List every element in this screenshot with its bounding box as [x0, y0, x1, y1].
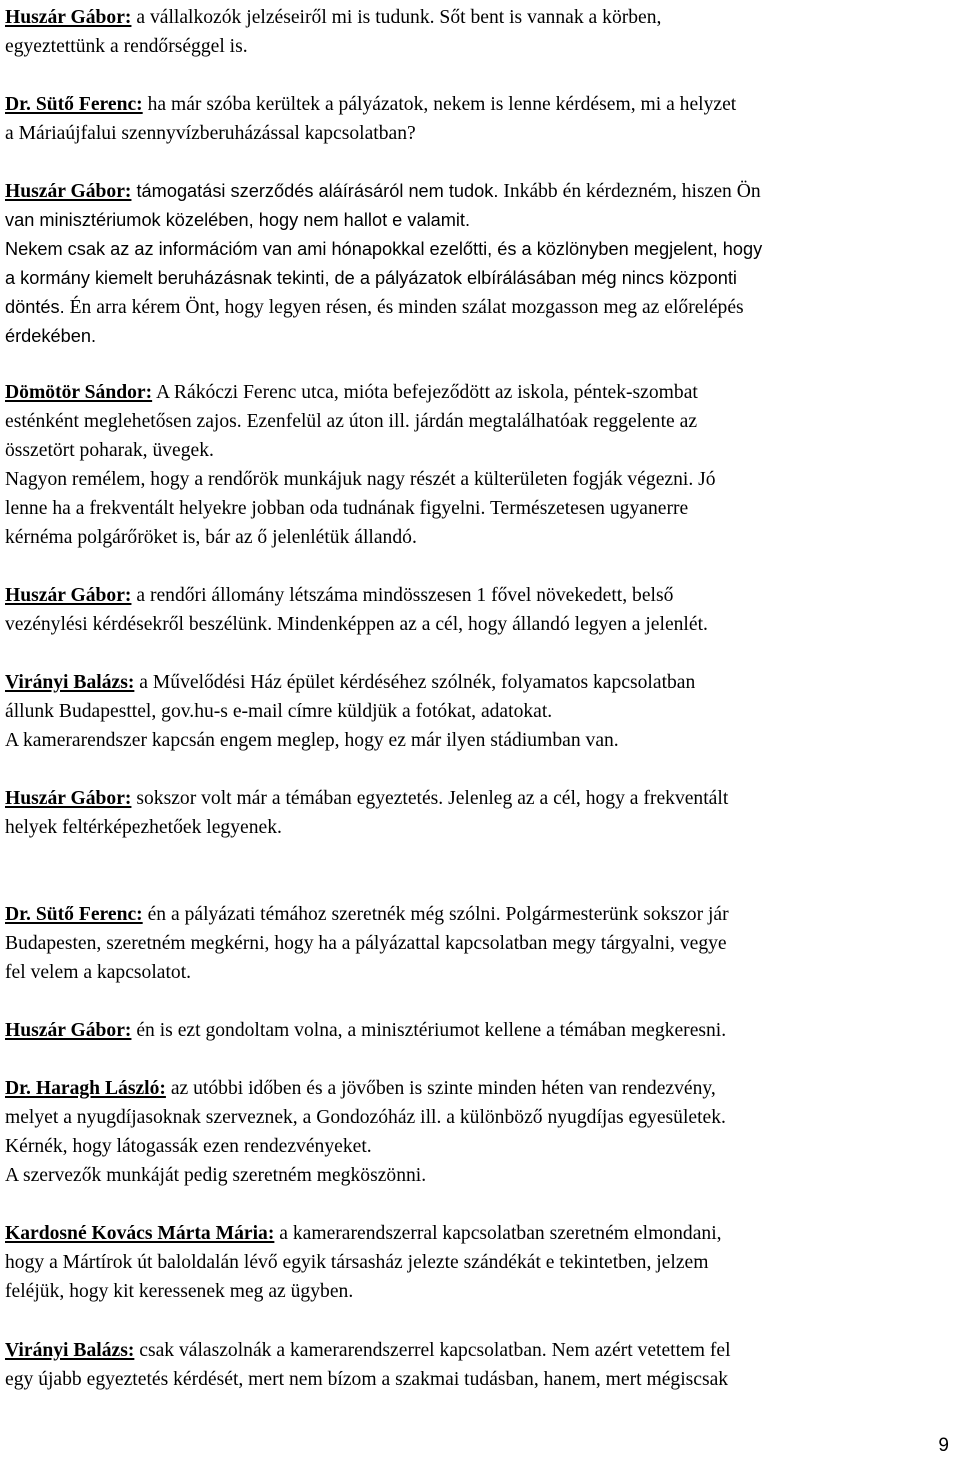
speaker-name: Virányi Balázs:	[5, 672, 135, 693]
line-text: egy újabb egyeztetés kérdését, mert nem bízom a szakmai tudásban, hanem, mert mégiscsak	[5, 1369, 729, 1390]
line-text: érdekében.	[5, 326, 97, 346]
line-text: az utóbbi időben és a jövőben is szinte minden héten van rendezvény,	[165, 1078, 716, 1099]
speaker-line	[5, 784, 728, 813]
line-text: helyek feltérképezhetőek legyenek.	[5, 817, 282, 838]
line-text: melyet a nyugdíjasoknak szerveznek, a Gondozóház ill. a különböző nyugdíjas egyesületek.	[5, 1107, 726, 1128]
line-text: én is ezt gondoltam volna, a minisztériumot kellene a témában megkeresni.	[131, 1020, 727, 1041]
line-text: a Máriaújfalui szennyvízberuházással kapcsolatban?	[5, 123, 416, 144]
speaker-name: Dr. Haragh László:	[5, 1078, 166, 1099]
line-text: a kormány kiemelt beruházásnak tekinti, de a pályázatok elbírálásában még nincs központi	[5, 268, 737, 288]
line-text: feléjük, hogy kit keressenek meg az ügyben.	[5, 1281, 354, 1302]
speaker-name: Huszár Gábor:	[5, 788, 132, 809]
text-line	[5, 1161, 426, 1190]
line-text: lenne ha a frekventált helyekre jobban oda tudnának figyelni. Természetesen ugyanerre	[5, 498, 689, 519]
text-line	[5, 206, 470, 235]
line-text: a rendőri állomány létszáma mindösszesen 1 fővel növekedett, belső	[131, 585, 674, 606]
line-text: Nekem csak az az információm van ami hónapokkal ezelőtti, és a közlönyben megjelent, hogy	[5, 239, 763, 259]
line-text: én a pályázati témához szeretnék még szólni. Polgármesterünk sokszor jár	[142, 904, 729, 925]
text-line	[5, 1103, 726, 1132]
line-text: döntés.	[5, 297, 65, 317]
text-line	[5, 436, 214, 465]
speaker-line	[5, 900, 729, 929]
text-line	[5, 813, 282, 842]
speaker-line	[5, 177, 761, 206]
text-line	[5, 293, 744, 322]
text-line	[5, 322, 96, 351]
line-text: vezénylési kérdésekről beszélünk. Mindenképpen az a cél, hogy állandó legyen a jelenlét.	[5, 614, 708, 635]
line-text: csak válaszolnák a kamerarendszerrel kapcsolatban. Nem azért vetettem fel	[134, 1340, 731, 1361]
line-text-tail: Én arra kérem Önt, hogy legyen résen, és minden szálat mozgasson meg az előrelépés	[64, 297, 744, 318]
text-line	[5, 407, 697, 436]
line-text: kérnéma polgárőröket is, bár az ő jelenlétük állandó.	[5, 527, 417, 548]
text-line	[5, 264, 737, 293]
speaker-name: Huszár Gábor:	[5, 585, 132, 606]
text-line	[5, 523, 417, 552]
line-text: Kérnék, hogy látogassák ezen rendezvényeket.	[5, 1136, 372, 1157]
text-line	[5, 610, 708, 639]
speaker-name: Huszár Gábor:	[5, 1020, 132, 1041]
text-line	[5, 726, 619, 755]
line-text: fel velem a kapcsolatot.	[5, 962, 192, 983]
text-line	[5, 1248, 708, 1277]
text-line	[5, 958, 191, 987]
line-text: összetört poharak, üvegek.	[5, 440, 214, 461]
text-line	[5, 494, 688, 523]
line-text: Nagyon remélem, hogy a rendőrök munkájuk nagy részét a külterületen fogják végezni. Jó	[5, 469, 716, 490]
speaker-name: Virányi Balázs:	[5, 1340, 135, 1361]
document-page	[5, 0, 955, 1466]
line-text: hogy a Mártírok út baloldalán lévő egyik társasház jelezte szándékát e tekintetben, jelzem	[5, 1252, 709, 1273]
line-text: a vállalkozók jelzéseiről mi is tudunk. Sőt bent is vannak a körben,	[131, 7, 662, 28]
speaker-line	[5, 1336, 731, 1365]
line-text: A szervezők munkáját pedig szeretném megköszönni.	[5, 1165, 427, 1186]
text-line	[5, 32, 248, 61]
line-text: esténként meglehetősen zajos. Ezenfelül az úton ill. járdán megtalálhatóak reggelente az	[5, 411, 698, 432]
line-text: sokszor volt már a témában egyeztetés. Jelenleg az a cél, hogy a frekventált	[131, 788, 729, 809]
line-text: A Rákóczi Ferenc utca, mióta befejeződött az iskola, péntek-szombat	[152, 382, 698, 403]
speaker-line	[5, 90, 736, 119]
text-line	[5, 1132, 372, 1161]
line-text: Budapesten, szeretném megkérni, hogy ha a pályázattal kapcsolatban megy tárgyalni, vegye	[5, 933, 727, 954]
line-text: a Művelődési Ház épület kérdéséhez szólnék, folyamatos kapcsolatban	[134, 672, 696, 693]
speaker-line	[5, 1016, 726, 1045]
text-line	[5, 697, 552, 726]
speaker-line	[5, 581, 673, 610]
text-line	[5, 235, 762, 264]
speaker-line	[5, 668, 695, 697]
line-text: van minisztériumok közelében, hogy nem hallot e valamit.	[5, 210, 471, 230]
line-text: A kamerarendszer kapcsán engem meglep, hogy ez már ilyen stádiumban van.	[5, 730, 619, 751]
text-line	[5, 1277, 353, 1306]
speaker-name: Huszár Gábor:	[5, 7, 132, 28]
line-text: állunk Budapesttel, gov.hu-s e-mail címre küldjük a fotókat, adatokat.	[5, 701, 553, 722]
speaker-name: Huszár Gábor:	[5, 181, 132, 202]
page-number: 9	[938, 1435, 949, 1456]
line-text: ha már szóba kerültek a pályázatok, nekem is lenne kérdésem, mi a helyzet	[142, 94, 737, 115]
line-text: támogatási szerződés aláírásáról nem tudok.	[131, 181, 499, 201]
speaker-name: Dömötör Sándor:	[5, 382, 153, 403]
speaker-line	[5, 1074, 716, 1103]
speaker-name: Dr. Sütő Ferenc:	[5, 904, 143, 925]
speaker-line	[5, 378, 698, 407]
line-text: egyeztettünk a rendőrséggel is.	[5, 36, 248, 57]
text-line	[5, 929, 727, 958]
speaker-line	[5, 1219, 722, 1248]
speaker-name: Kardosné Kovács Márta Mária:	[5, 1223, 275, 1244]
text-line	[5, 119, 416, 148]
speaker-line	[5, 3, 661, 32]
line-text-tail: Inkább én kérdezném, hiszen Ön	[498, 181, 761, 202]
speaker-name: Dr. Sütő Ferenc:	[5, 94, 143, 115]
line-text: a kamerarendszerral kapcsolatban szeretném elmondani,	[274, 1223, 722, 1244]
text-line	[5, 465, 716, 494]
text-line	[5, 1365, 728, 1394]
